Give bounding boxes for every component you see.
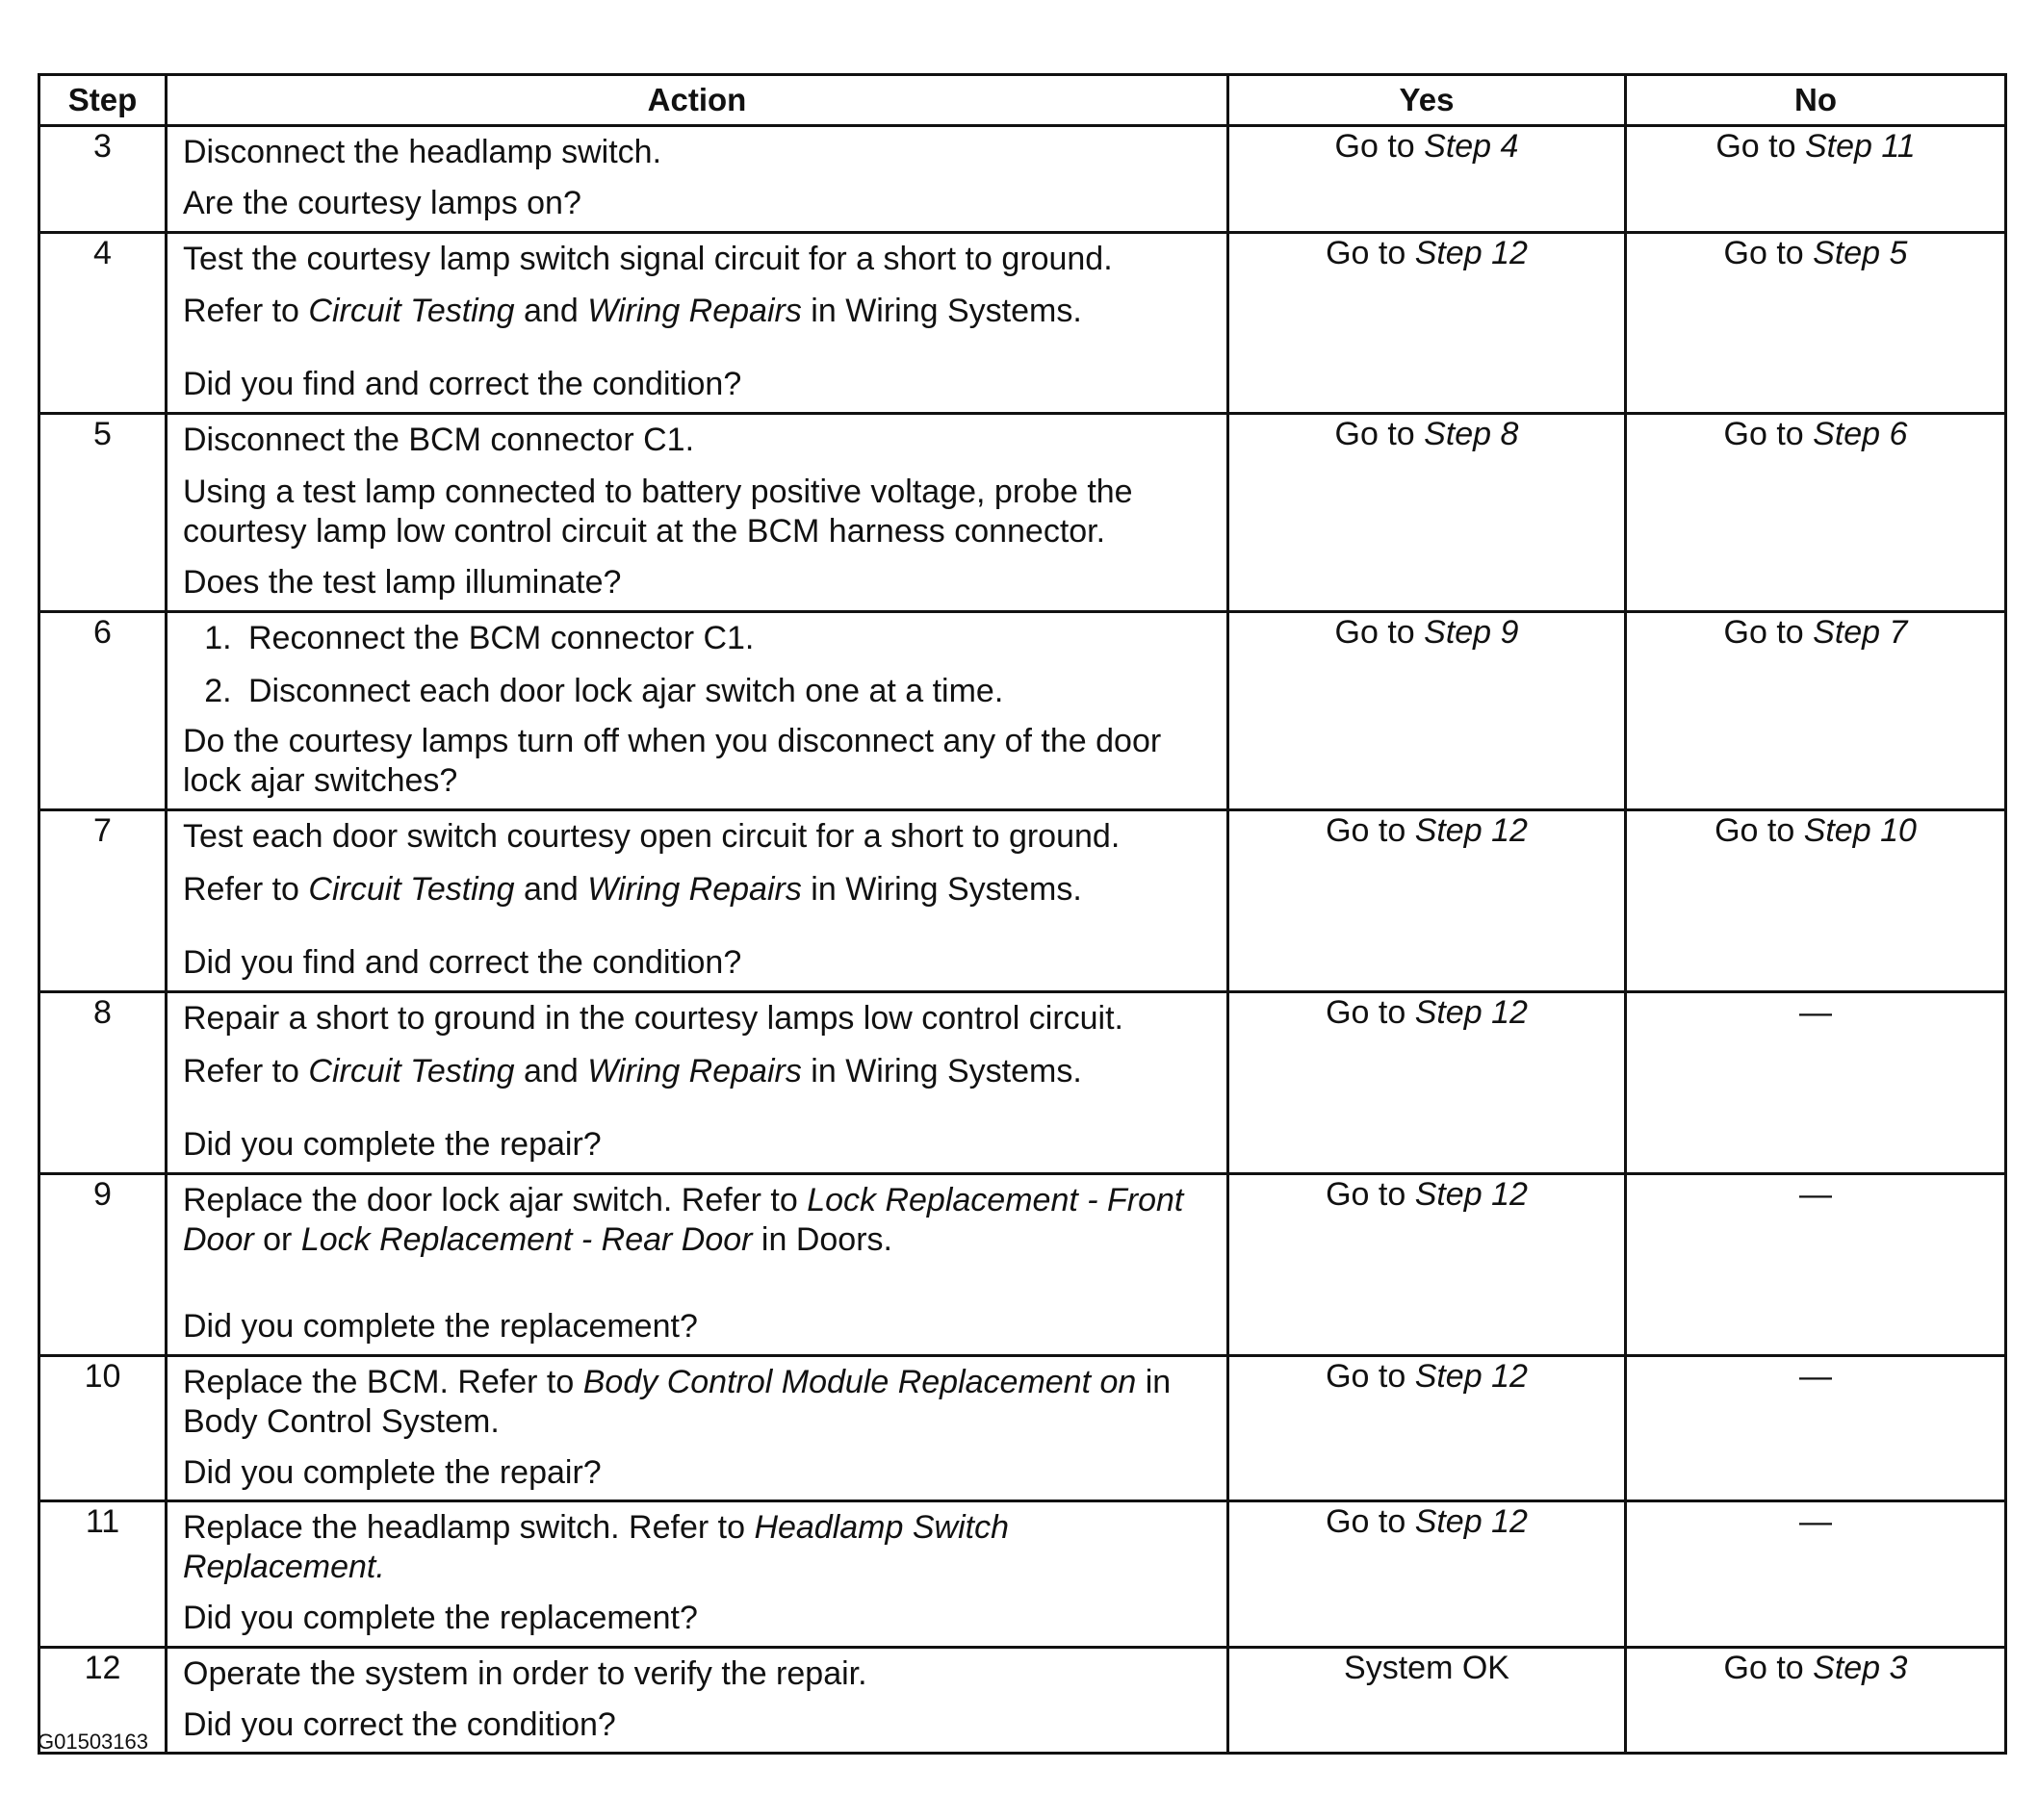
no-step-reference: Step 5 <box>1813 234 1908 271</box>
action-line <box>183 240 1217 279</box>
yes-step-reference: Step 12 <box>1414 993 1528 1031</box>
table-row <box>39 232 2006 413</box>
action-line <box>183 473 1217 551</box>
table-row <box>39 1355 2006 1500</box>
action-question: Did you find and correct the condition? <box>183 365 742 402</box>
reference-link-text: Body Control Module Replacement on <box>582 1363 1137 1400</box>
yes-step-reference: Step 12 <box>1414 1175 1528 1213</box>
action-text: Refer to <box>183 870 309 908</box>
no-text: Go to <box>1715 128 1805 165</box>
no-text: Go to <box>1723 613 1814 651</box>
action-question: Did you complete the replacement? <box>183 1599 698 1636</box>
action-text: or <box>253 1220 301 1258</box>
yes-step-reference: Step 8 <box>1424 415 1519 452</box>
step-number: 9 <box>39 1173 167 1355</box>
yes-cell <box>1228 809 1626 991</box>
table-row <box>39 413 2006 611</box>
table-row <box>39 809 2006 991</box>
action-instructions <box>183 421 1217 551</box>
action-instructions <box>183 133 1217 172</box>
header-step: Step <box>39 75 167 126</box>
reference-link-text: Circuit Testing <box>308 293 515 330</box>
action-cell <box>167 232 1228 413</box>
action-line <box>183 1052 1217 1091</box>
reference-link-text: Circuit Testing <box>308 870 515 908</box>
action-line <box>183 870 1217 910</box>
action-text: and <box>514 870 588 908</box>
action-line <box>183 817 1217 857</box>
action-question: Did you complete the repair? <box>183 1126 602 1164</box>
reference-link-text: Lock Replacement - Front Door <box>183 1181 1184 1258</box>
table-row <box>39 611 2006 809</box>
action-instructions <box>183 1181 1217 1260</box>
action-cell <box>167 1647 1228 1754</box>
yes-text: Go to <box>1326 1357 1415 1395</box>
table-row <box>39 126 2006 233</box>
no-text: Go to <box>1723 1649 1814 1686</box>
no-cell <box>1626 1173 2006 1355</box>
table-row <box>39 991 2006 1173</box>
action-text: Test each door switch courtesy open circuit for a short to ground. <box>183 817 1121 855</box>
header-row <box>39 75 2006 126</box>
action-instructions <box>183 619 1217 711</box>
no-cell <box>1626 1355 2006 1500</box>
action-text: in Wiring Systems. <box>801 293 1082 330</box>
action-question: Did you correct the condition? <box>183 1705 616 1743</box>
step-number: 6 <box>39 611 167 809</box>
action-cell <box>167 611 1228 809</box>
action-text: in Wiring Systems. <box>801 870 1082 908</box>
no-cell <box>1626 1647 2006 1754</box>
reference-link-text: Wiring Repairs <box>587 1052 802 1089</box>
action-text: in Body Control System. <box>183 1363 1172 1440</box>
step-number: 12 <box>39 1647 167 1754</box>
action-question: Did you complete the repair? <box>183 1453 602 1491</box>
no-step-reference: Step 11 <box>1804 128 1916 165</box>
step-number: 8 <box>39 991 167 1173</box>
action-cell <box>167 1355 1228 1500</box>
table-row <box>39 1501 2006 1647</box>
reference-link-text: Lock Replacement - Rear Door <box>300 1220 753 1258</box>
action-instructions <box>183 240 1217 332</box>
action-text: Using a test lamp connected to battery positive voltage, probe the courtesy lamp low control circuit at the BCM harness connector. <box>183 474 1133 551</box>
yes-step-reference: Step 12 <box>1414 811 1528 849</box>
yes-step-reference: Step 12 <box>1414 234 1528 271</box>
action-text: Refer to <box>183 293 309 330</box>
yes-text: Go to <box>1334 613 1425 651</box>
no-step-reference: Step 3 <box>1813 1649 1908 1686</box>
yes-cell <box>1228 991 1626 1173</box>
header-action: Action <box>167 75 1228 126</box>
no-text: — <box>1799 993 1832 1031</box>
no-text: — <box>1799 1503 1832 1541</box>
action-line <box>183 1508 1217 1587</box>
action-question: Did you complete the replacement? <box>183 1308 698 1346</box>
action-text: Replace the door lock ajar switch. Refer to <box>183 1181 808 1218</box>
action-text: and <box>514 293 588 330</box>
no-cell <box>1626 126 2006 233</box>
yes-text: Go to <box>1334 415 1425 452</box>
no-text: Go to <box>1723 415 1814 452</box>
yes-step-reference: Step 9 <box>1424 613 1519 651</box>
yes-text: Go to <box>1334 128 1425 165</box>
step-number: 3 <box>39 126 167 233</box>
no-text: — <box>1799 1175 1832 1213</box>
diagnostic-table <box>38 73 2007 1755</box>
action-instructions <box>183 1363 1217 1442</box>
action-line <box>183 1654 1217 1694</box>
action-line <box>183 1363 1217 1442</box>
action-text: in Doors. <box>752 1220 892 1258</box>
action-question: Do the courtesy lamps turn off when you disconnect any of the door lock ajar switches? <box>183 723 1162 800</box>
action-line <box>183 133 1217 172</box>
reference-link-text: Wiring Repairs <box>587 293 802 330</box>
action-cell <box>167 413 1228 611</box>
no-cell <box>1626 1501 2006 1647</box>
no-cell <box>1626 413 2006 611</box>
action-line <box>183 1181 1217 1260</box>
yes-cell <box>1228 126 1626 233</box>
action-question: Did you find and correct the condition? <box>183 944 742 982</box>
no-step-reference: Step 7 <box>1813 613 1908 651</box>
action-text: Replace the headlamp switch. Refer to <box>183 1509 755 1547</box>
action-cell <box>167 1501 1228 1647</box>
action-list-item: 1. Reconnect the BCM connector C1. <box>241 619 1217 658</box>
action-line <box>183 421 1217 460</box>
yes-cell <box>1228 1647 1626 1754</box>
header-no: No <box>1626 75 2006 126</box>
yes-cell <box>1228 1173 1626 1355</box>
header-yes: Yes <box>1228 75 1626 126</box>
action-text: Replace the BCM. Refer to <box>183 1363 583 1400</box>
action-instructions <box>183 999 1217 1091</box>
yes-step-reference: Step 12 <box>1414 1357 1528 1395</box>
yes-cell <box>1228 413 1626 611</box>
yes-step-reference: Step 4 <box>1424 128 1519 165</box>
action-text: Refer to <box>183 1052 309 1089</box>
action-numbered-list <box>183 619 1217 711</box>
no-cell <box>1626 809 2006 991</box>
yes-text: Go to <box>1326 993 1415 1031</box>
yes-step-reference: Step 12 <box>1414 1503 1528 1541</box>
step-number: 10 <box>39 1355 167 1500</box>
yes-cell <box>1228 611 1626 809</box>
reference-link-text: Circuit Testing <box>308 1052 515 1089</box>
no-step-reference: Step 6 <box>1813 415 1908 452</box>
yes-text: Go to <box>1326 1503 1415 1541</box>
action-text: Operate the system in order to verify the repair. <box>183 1654 867 1692</box>
yes-text: Go to <box>1326 234 1415 271</box>
yes-text: Go to <box>1326 811 1415 849</box>
action-line <box>183 999 1217 1038</box>
table-row <box>39 1647 2006 1754</box>
yes-cell <box>1228 1355 1626 1500</box>
action-text: Test the courtesy lamp switch signal circuit for a short to ground. <box>183 240 1113 277</box>
action-text: Disconnect the BCM connector C1. <box>183 421 695 458</box>
yes-cell <box>1228 1501 1626 1647</box>
action-cell <box>167 809 1228 991</box>
action-cell <box>167 1173 1228 1355</box>
no-text: Go to <box>1715 811 1804 849</box>
reference-link-text: Wiring Repairs <box>587 870 802 908</box>
action-instructions <box>183 1508 1217 1587</box>
no-text: — <box>1799 1357 1832 1395</box>
action-text: Disconnect the headlamp switch. <box>183 134 662 170</box>
reference-link-text: Headlamp Switch Replacement. <box>183 1509 1009 1586</box>
yes-text: Go to <box>1326 1175 1415 1213</box>
action-question: Are the courtesy lamps on? <box>183 184 581 221</box>
figure-id: G01503163 <box>38 1730 148 1754</box>
step-number: 4 <box>39 232 167 413</box>
action-instructions <box>183 1654 1217 1694</box>
step-number: 7 <box>39 809 167 991</box>
no-text: Go to <box>1723 234 1814 271</box>
action-line <box>183 292 1217 331</box>
action-cell <box>167 126 1228 233</box>
yes-text: System OK <box>1344 1649 1509 1686</box>
action-cell <box>167 991 1228 1173</box>
no-step-reference: Step 10 <box>1803 811 1917 849</box>
table-body <box>39 126 2006 1754</box>
table-row <box>39 1173 2006 1355</box>
yes-cell <box>1228 232 1626 413</box>
action-list-item: 2. Disconnect each door lock ajar switch one at a time. <box>241 672 1217 711</box>
no-cell <box>1626 232 2006 413</box>
step-number: 5 <box>39 413 167 611</box>
action-text: Repair a short to ground in the courtesy lamps low control circuit. <box>183 999 1124 1037</box>
step-number: 11 <box>39 1501 167 1647</box>
action-question: Does the test lamp illuminate? <box>183 563 622 601</box>
action-text: and <box>514 1052 588 1089</box>
no-cell <box>1626 611 2006 809</box>
action-text: in Wiring Systems. <box>801 1052 1082 1089</box>
action-instructions <box>183 817 1217 910</box>
no-cell <box>1626 991 2006 1173</box>
